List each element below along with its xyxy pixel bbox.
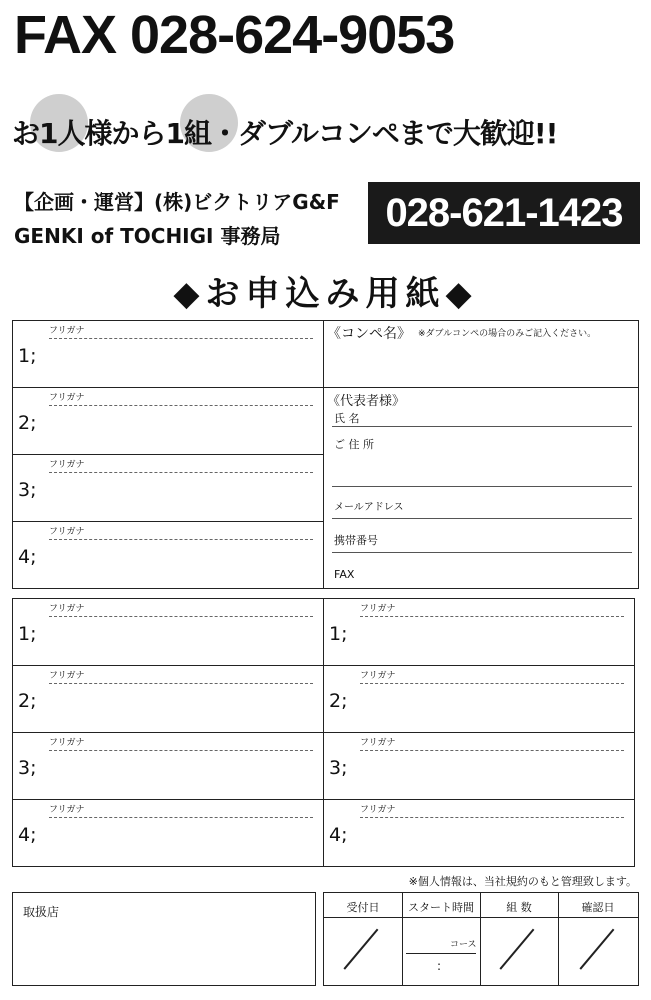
office-line: GENKI of TOCHIGI 事務局 — [14, 224, 281, 248]
slogan: お1人様から1組・ダブルコンペまで大歓迎!! — [12, 117, 558, 150]
email-field[interactable]: メールアドレス — [334, 502, 404, 513]
compe-name-field[interactable]: 《コンペ名》 ※ダブルコンペの場合のみご記入ください。 — [323, 320, 639, 388]
form-title: ◆お申込み用紙◆ — [173, 274, 478, 314]
participant-row[interactable]: フリガナ 4; — [12, 799, 324, 867]
reception-date-header: 受付日 — [346, 901, 380, 914]
confirm-date-header: 確認日 — [581, 901, 615, 914]
time-colon: : — [437, 959, 442, 973]
name-field[interactable]: 氏 名 — [334, 412, 360, 425]
groups-header: 組 数 — [506, 901, 532, 914]
organizer-line: 【企画・運営】(株)ビクトリアG&F — [14, 190, 340, 214]
participant-row[interactable]: フリガナ 3; — [12, 454, 324, 522]
address-field[interactable]: ご 住 所 — [334, 438, 374, 451]
participant-row[interactable]: フリガナ 3; — [323, 732, 635, 800]
date-slash-icon — [579, 929, 614, 970]
start-time-header: スタート時間 — [408, 901, 474, 914]
mobile-field[interactable]: 携帯番号 — [334, 534, 378, 547]
privacy-note: ※個人情報は、当社規約のもと管理致します。 — [408, 875, 637, 888]
course-label: コース — [450, 940, 477, 950]
participant-row[interactable]: フリガナ 2; — [12, 387, 324, 455]
participant-row[interactable]: フリガナ 4; — [323, 799, 635, 867]
participant-row[interactable]: フリガナ 3; — [12, 732, 324, 800]
office-use-table — [323, 892, 639, 986]
phone-number: 028-621-1423 — [368, 182, 640, 244]
date-slash-icon — [499, 929, 534, 970]
participant-row[interactable]: フリガナ 1; — [323, 598, 635, 666]
fax-field[interactable]: FAX — [334, 568, 355, 581]
agent-field[interactable]: 取扱店 — [12, 892, 316, 986]
fax-number: FAX 028-624-9053 — [14, 5, 455, 65]
participant-row[interactable]: フリガナ 4; — [12, 521, 324, 589]
participant-row[interactable]: フリガナ 2; — [323, 665, 635, 733]
participant-row[interactable]: フリガナ 1; — [12, 320, 324, 388]
representative-section: 《代表者様》 氏 名 ご 住 所 メールアドレス 携帯番号 FAX — [323, 387, 639, 589]
participant-row[interactable]: フリガナ 1; — [12, 598, 324, 666]
participant-row[interactable]: フリガナ 2; — [12, 665, 324, 733]
date-slash-icon — [343, 929, 378, 970]
